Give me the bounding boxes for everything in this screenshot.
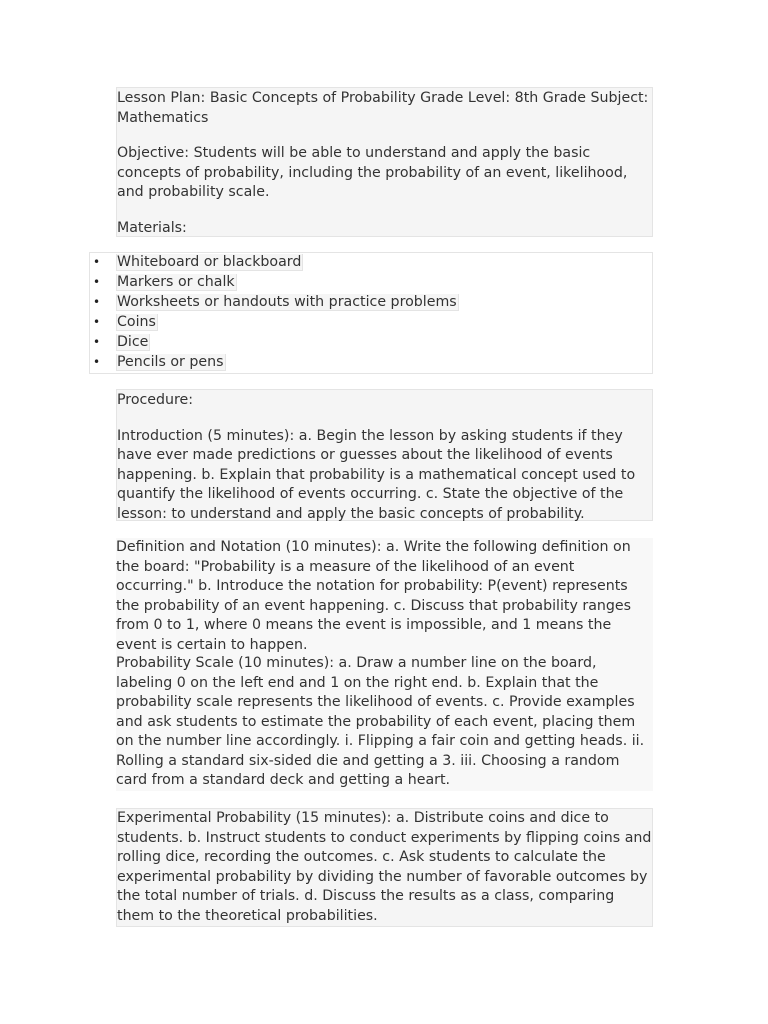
- lesson-header-block: [116, 87, 653, 237]
- list-item: [90, 333, 652, 353]
- list-item: [90, 273, 652, 293]
- list-item: [90, 293, 652, 313]
- definition-block: [116, 538, 653, 655]
- list-item: [90, 253, 652, 273]
- bullet-icon: •: [93, 255, 101, 269]
- material-item-text: Worksheets or handouts with practice problems: [117, 294, 457, 310]
- bullet-icon: •: [93, 275, 101, 289]
- procedure-introduction: Introduction (5 minutes): a. Begin the lesson by asking students if they have ever made predictions or guesses about the likelihood of events happening. b. Explain that probability is a mathematical concept used to quantify the likelihood of events occurring. c. State the objective of the lesson: to understand and apply the basic concepts of probability.: [117, 427, 636, 522]
- material-item-text: Markers or chalk: [117, 274, 235, 290]
- procedure-definition: Definition and Notation (10 minutes): a. Write the following definition on the board: "Probability is a measure of the likelihood of an event occurring." b. Introduce the notation for probability: P(event) represents the probability of an event happening. c. Discuss that probability ranges from 0 to 1, where 0 means the event is impossible, and 1 means the event is certain to happen.: [116, 539, 632, 653]
- list-item: [90, 313, 652, 333]
- bullet-icon: •: [93, 295, 101, 309]
- bullet-icon: •: [93, 355, 101, 369]
- experimental-block: [116, 808, 653, 927]
- material-item-text: Whiteboard or blackboard: [117, 254, 302, 270]
- materials-label: Materials:: [117, 219, 187, 236]
- bullet-icon: •: [93, 335, 101, 349]
- procedure-block: [116, 389, 653, 521]
- material-item-text: Dice: [117, 334, 149, 350]
- lesson-title: Lesson Plan: Basic Concepts of Probability Grade Level: 8th Grade Subject: Mathematics: [117, 90, 649, 126]
- procedure-scale: Probability Scale (10 minutes): a. Draw a number line on the board, labeling 0 on the left end and 1 on the right end. b. Explain that the probability scale represents the likelihood of events. c. Provide examples and ask students to estimate the probability of each event, placing them on the number line accordingly. i. Flipping a fair coin and getting heads. ii. Rolling a standard six-sided die and getting a 3. iii. Choosing a random card from a standard deck and getting a heart.: [116, 655, 645, 788]
- scale-block: [116, 654, 653, 791]
- material-item-text: Coins: [117, 314, 156, 330]
- procedure-label: Procedure:: [117, 392, 194, 408]
- list-item: [90, 353, 652, 373]
- material-item-text: Pencils or pens: [117, 354, 224, 370]
- procedure-experimental: Experimental Probability (15 minutes): a. Distribute coins and dice to students. b. Instruct students to conduct experiments by flipping coins and rolling dice, recording the outcomes. c. Ask students to calculate the experimental probability by dividing the number of favorable outcomes by the total number of trials. d. Discuss the results as a class, comparing them to the theoretical probabilities.: [117, 810, 652, 924]
- bullet-icon: •: [93, 315, 101, 329]
- materials-list: [89, 252, 653, 374]
- lesson-objective: Objective: Students will be able to understand and apply the basic concepts of probability, including the probability of an event, likelihood, and probability scale.: [117, 145, 628, 200]
